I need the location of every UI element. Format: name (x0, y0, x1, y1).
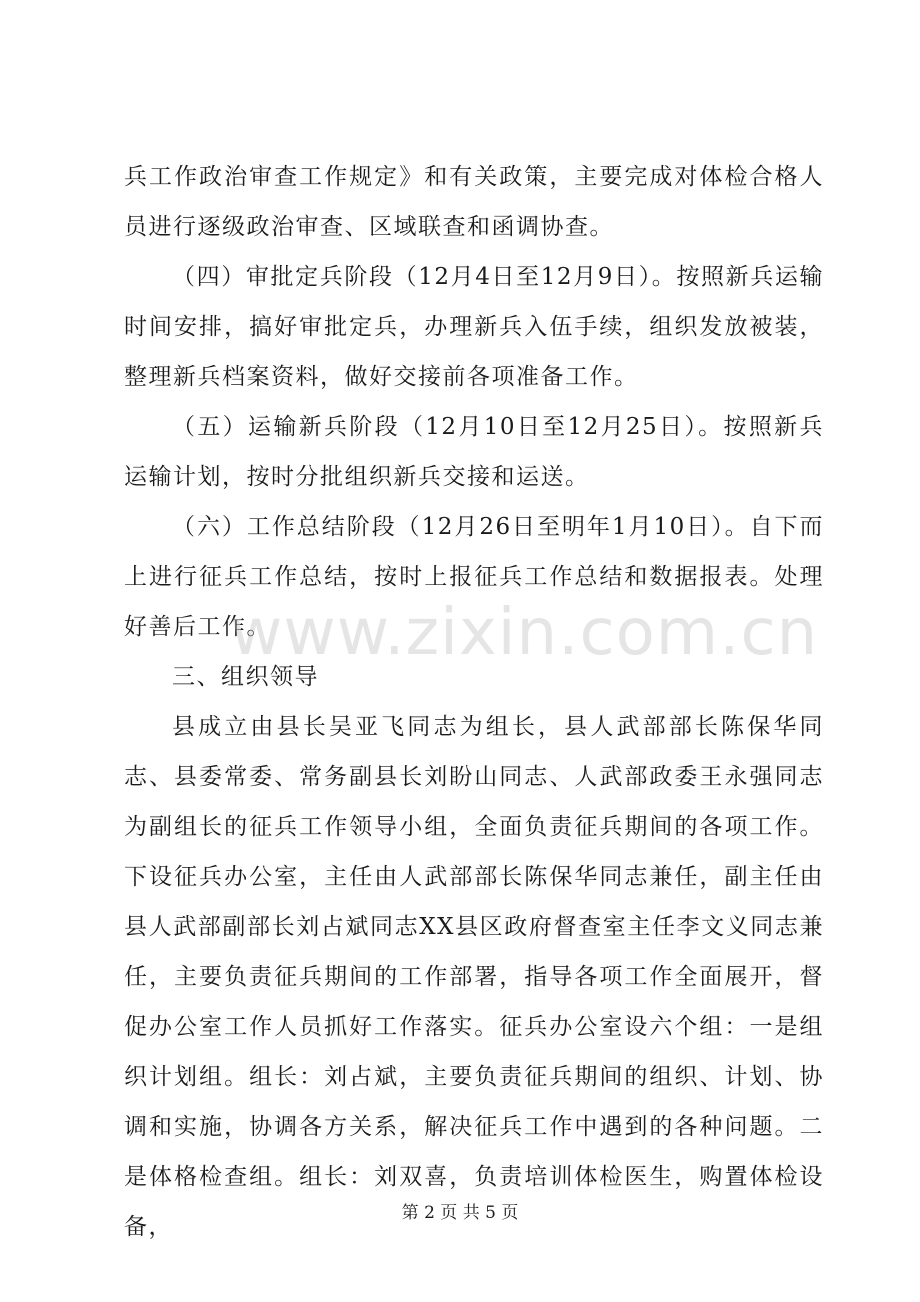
paragraph-4: （六）工作总结阶段（12月26日至明年1月10日）。自下而上进行征兵工作总结，按时上报征兵工作总结和数据报表。处理好善后工作。 (124, 514, 824, 640)
paragraph-6: 县成立由县长吴亚飞同志为组长，县人武部部长陈保华同志、县委常委、常务副县长刘盼山同志、人武部政委王永强同志为副组长的征兵工作领导小组，全面负责征兵期间的各项工作。下设征兵办公室，主任由人武部部长陈保华同志兼任，副主任由县人武部副部长刘占斌同志XX县区政府督查室主任李文义同志兼任，主要负责征兵期间的工作部署，指导各项工作全面展开，督促办公室工作人员抓好工作落实。征兵办公室设六个组：一是组织计划组。组长：刘占斌，主要负责征兵期间的组织、计划、协调和实施，协调各方关系，解决征兵工作中遇到的各种问题。二是体格检查组。组长：刘双喜，负责培训体检医生，购置体检设备， (124, 714, 824, 1240)
section-heading: 三、组织领导 (172, 664, 319, 690)
paragraph-3: （五）运输新兵阶段（12月10日至12月25日）。按照新兵运输计划，按时分批组织新兵交接和运送。 (124, 414, 824, 490)
paragraph-2: （四）审批定兵阶段（12月4日至12月9日）。按照新兵运输时间安排，搞好审批定兵，办理新兵入伍手续，组织发放被装，整理新兵档案资料，做好交接前各项准备工作。 (124, 264, 824, 390)
page-footer: 第 2 页 共 5 页 (401, 1203, 519, 1223)
document-body (124, 152, 824, 1252)
paragraph-1: 兵工作政治审查工作规定》和有关政策，主要完成对体检合格人员进行逐级政治审查、区域联查和函调协查。 (124, 164, 824, 240)
watermark: www.zixin.com.cn (230, 596, 819, 670)
